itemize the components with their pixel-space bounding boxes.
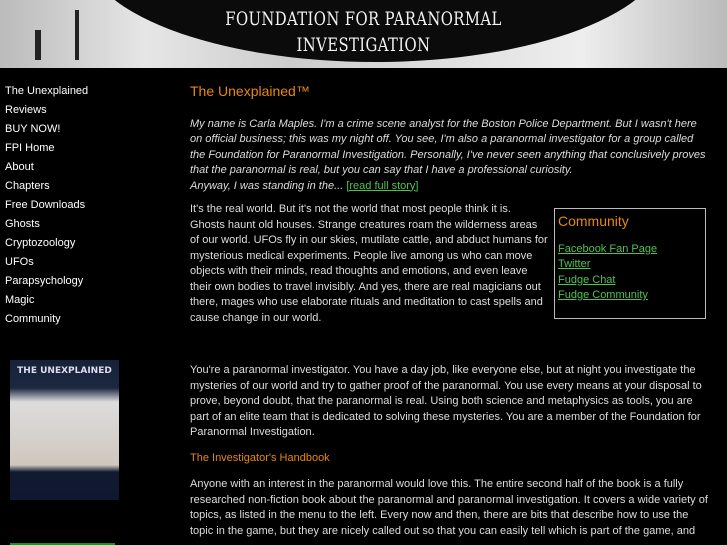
site-banner <box>0 0 727 68</box>
section-heading-handbook: The Investigator's Handbook <box>190 451 330 464</box>
site-title: FOUNDATION FOR PARANORMAL INVESTIGATION <box>225 8 502 56</box>
nav-community[interactable]: Community <box>5 313 61 325</box>
nav-the-unexplained[interactable]: The Unexplained <box>5 85 89 97</box>
community-box <box>554 208 706 319</box>
obelisk-graphic <box>75 10 79 60</box>
gravestone-graphic <box>35 30 41 60</box>
nav-parapsychology[interactable]: Parapsychology <box>5 275 84 287</box>
read-full-story-link[interactable]: [read full story] <box>346 179 419 192</box>
paragraph-investigator: You're a paranormal investigator. You have a day job, like everyone else, but at night you investigate the mysteries of our world and try to gather proof of the paranormal. You use every means at your disposal to prove, beyond doubt, that the paranormal is real. Using both science and metaphysics as tools, you are part of an elite team that is dedicated to solving these mysteries. You are a member of the Foundation for Paranormal Investigation. <box>190 364 702 438</box>
page-title: The Unexplained™ <box>190 83 310 99</box>
community-title: Community <box>558 213 629 229</box>
nav-cryptozoology[interactable]: Cryptozoology <box>5 237 76 249</box>
book-cover-title: THE UNEXPLAINED <box>17 366 112 376</box>
facebook-fan-page-link[interactable]: Facebook Fan Page <box>558 242 658 255</box>
story-intro: My name is Carla Maples. I'm a crime scene analyst for the Boston Police Department. But I wasn't here on official business; this was my night off. You see, I'm also a paranormal investigator for a group called the Foundation for Paranormal Investigation. Personally, I've never seen anything that conclusively proves that the paranormal is real, but you can say that I have a professional curiosity. Anyway, I was standing in the... [read full story] <box>190 117 706 192</box>
nav-chapters[interactable]: Chapters <box>5 180 50 192</box>
paragraph-handbook: Anyone with an interest in the paranormal would love this. The entire second half of the book is a fully researched non-fiction book about the paranormal and paranormal investigation. It covers a wide variety of topics, as listed in the menu to the left. Every now and then, there are bits that describe how to use the topic in the game, but they are nicely called out so that you can easily tell which is part of the game, and <box>190 478 708 537</box>
nav-buy-now[interactable]: BUY NOW! <box>5 123 61 135</box>
nav-fpi-home[interactable]: FPI Home <box>5 142 55 154</box>
sidebar-nav <box>5 83 88 330</box>
nav-magic[interactable]: Magic <box>5 294 35 306</box>
fudge-chat-link[interactable]: Fudge Chat <box>558 273 616 286</box>
nav-free-downloads[interactable]: Free Downloads <box>5 199 86 211</box>
twitter-link[interactable]: Twitter <box>558 258 591 270</box>
nav-ufos[interactable]: UFOs <box>5 256 34 268</box>
nav-reviews[interactable]: Reviews <box>5 104 47 116</box>
paragraph-real-world: It's the real world. But it's not the world that most people think it is. Ghosts haunt old houses. Strange creatures roam the wilderness areas of our world. UFOs fly in our skies, mutilate cattle, and abduct humans for mysterious medical experiments. People live among us who can move objects with their minds, read thoughts and emotions, and even leave their own bodies to travel invisibly. And yes, there are real magicians out there, mages who use elaborate rituals and meditation to cast spells and cause change in our world. <box>190 203 548 324</box>
book-cover-image[interactable] <box>10 360 119 500</box>
nav-ghosts[interactable]: Ghosts <box>5 218 40 230</box>
nav-about[interactable]: About <box>5 161 34 173</box>
main-content <box>190 84 710 539</box>
fudge-community-link[interactable]: Fudge Community <box>558 289 648 301</box>
